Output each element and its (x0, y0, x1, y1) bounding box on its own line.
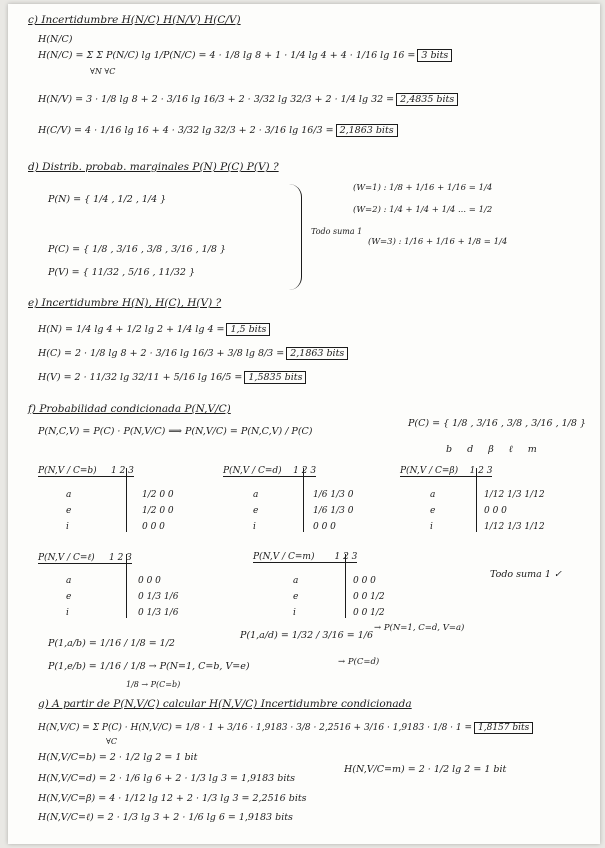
row-values: 1/2 0 0 (142, 490, 174, 500)
result-box: 3 bits (417, 49, 452, 62)
row-values: 0 0 1/2 (353, 608, 385, 618)
example-line: 1/8 → P(C=b) (126, 680, 181, 689)
table-header: P(N,V / C=d) 1 2 3 (223, 466, 317, 476)
row-values: 0 0 1/2 (353, 592, 385, 602)
row-label: e (253, 506, 259, 516)
marginal-pc: P(C) = { 1/8 , 3/16 , 3/8 , 3/16 , 1/8 } (48, 244, 226, 255)
table-divider (476, 468, 477, 532)
w-sum-line: (W=1) : 1/8 + 1/16 + 1/16 = 1/4 (353, 183, 493, 193)
example-line: P(1,e/b) = 1/16 / 1/8 → P(N=1, C=b, V=e) (48, 661, 250, 672)
result-box: 2,1863 bits (286, 347, 348, 360)
row-values: 0 0 0 (313, 522, 336, 532)
sum-check-note: Todo suma 1 ✓ (490, 569, 562, 580)
cond-table (400, 466, 570, 536)
row-values: 1/12 1/3 1/12 (484, 490, 545, 500)
cond-entropy-line: H(N,V/C=b) = 2 · 1/2 lg 2 = 1 bit (38, 752, 198, 763)
result-box: 2,4835 bits (396, 93, 458, 106)
table-header: P(N,V / C=β) 1 2 3 (400, 466, 493, 476)
section-d-heading: d) Distrib. probab. marginales P(N) P(C) P(V) ? (28, 161, 279, 173)
row-label: a (293, 576, 299, 586)
example-line: P(1,a/b) = 1/16 / 1/8 = 1/2 (48, 638, 175, 649)
row-label: i (293, 608, 296, 618)
sum-subscript: ∀C (106, 737, 117, 746)
row-label: i (66, 608, 69, 618)
section-f-heading: f) Probabilidad condicionada P(N,V/C) (28, 403, 231, 415)
sum-note: Todo suma 1 (311, 227, 363, 236)
entropy-line: H(N) = 1/4 lg 4 + 1/2 lg 2 + 1/4 lg 4 = 1,5 bits (38, 324, 270, 336)
row-values: 1/6 1/3 0 (313, 506, 354, 516)
row-label: e (430, 506, 436, 516)
row-label: a (66, 576, 72, 586)
cond-table (38, 552, 208, 622)
row-values: 0 0 0 (484, 506, 507, 516)
section-c-line: H(N/C) = Σ Σ P(N/C) lg 1/P(N/C) = 4 · 1/8 lg 8 + 1 · 1/4 lg 4 + 4 · 1/16 lg 16 = 3 bits (38, 50, 452, 62)
section-c-heading: c) Incertidumbre H(N/C) H(N/V) H(C/V) (28, 14, 241, 26)
row-label: a (253, 490, 259, 500)
row-label: i (253, 522, 256, 532)
row-values: 0 1/3 1/6 (138, 592, 179, 602)
notebook-page (8, 4, 600, 844)
row-values: 0 0 0 (353, 576, 376, 586)
row-label: e (293, 592, 299, 602)
result-box: 1,8157 bits (474, 722, 533, 734)
row-label: i (66, 522, 69, 532)
cond-table (223, 466, 383, 536)
example-line: P(1,a/d) = 1/32 / 3/16 = 1/6 (240, 630, 374, 641)
section-g-heading: g) A partir de P(N,V/C) calcular H(N,V/C) Incertidumbre condicionada (38, 698, 412, 710)
w-sum-line: (W=3) : 1/16 + 1/16 + 1/8 = 1/4 (368, 237, 508, 247)
table-divider (126, 554, 127, 618)
section-c-line: ∀N ∀C (90, 67, 116, 76)
marginal-pn: P(N) = { 1/4 , 1/2 , 1/4 } (48, 194, 167, 205)
result-box: 1,5 bits (226, 323, 270, 336)
cond-table (38, 466, 198, 536)
cond-entropy-line: H(N,V/C=ℓ) = 2 · 1/3 lg 3 + 2 · 1/6 lg 6 = 1,9183 bits (38, 812, 293, 823)
row-label: e (66, 506, 72, 516)
table-header: P(N,V / C=m) 1 2 3 (253, 552, 358, 562)
table-divider (303, 468, 304, 532)
section-c-line: H(N/V) = 3 · 1/8 lg 8 + 2 · 3/16 lg 16/3 + 2 · 3/32 lg 32/3 + 2 · 1/4 lg 32 = 2,4835 bits (38, 94, 458, 106)
section-c-line: H(N/C) (38, 34, 73, 45)
section-c-line: H(C/V) = 4 · 1/16 lg 16 + 4 · 3/32 lg 32/3 + 2 · 3/16 lg 16/3 = 2,1863 bits (38, 125, 398, 137)
row-label: i (430, 522, 433, 532)
w-sum-line: (W=2) : 1/4 + 1/4 + 1/4 ... = 1/2 (353, 205, 493, 215)
result-box: 1,5835 bits (244, 371, 306, 384)
table-divider (345, 554, 346, 618)
row-label: a (66, 490, 72, 500)
pc-letters: b d β ℓ m (446, 444, 543, 455)
entropy-line: H(C) = 2 · 1/8 lg 8 + 2 · 3/16 lg 16/3 + 3/8 lg 8/3 = 2,1863 bits (38, 348, 348, 360)
section-e-heading: e) Incertidumbre H(N), H(C), H(V) ? (28, 297, 222, 309)
row-label: e (66, 592, 72, 602)
row-values: 0 1/3 1/6 (138, 608, 179, 618)
curly-brace (289, 184, 302, 290)
pc-vector: P(C) = { 1/8 , 3/16 , 3/8 , 3/16 , 1/8 } (408, 418, 586, 429)
conditional-formula: P(N,C,V) = P(C) · P(N,V/C) ⟹ P(N,V/C) = P(N,C,V) / P(C) (38, 426, 313, 437)
row-label: a (430, 490, 436, 500)
row-values: 1/2 0 0 (142, 506, 174, 516)
example-line: → P(N=1, C=d, V=a) (374, 623, 465, 633)
cond-entropy-line: H(N,V/C=m) = 2 · 1/2 lg 2 = 1 bit (344, 764, 507, 775)
table-header: P(N,V / C=ℓ) 1 2 3 (38, 553, 132, 563)
table-divider (126, 468, 127, 532)
cond-entropy-line: H(N,V/C=d) = 2 · 1/6 lg 6 + 2 · 1/3 lg 3 = 1,9183 bits (38, 773, 296, 784)
row-values: 0 0 0 (142, 522, 165, 532)
cond-entropy-line: H(N,V/C=β) = 4 · 1/12 lg 12 + 2 · 1/3 lg 3 = 2,2516 bits (38, 793, 307, 804)
example-line: → P(C=d) (338, 657, 380, 667)
row-values: 1/6 1/3 0 (313, 490, 354, 500)
table-header: P(N,V / C=b) 1 2 3 (38, 466, 134, 476)
marginal-pv: P(V) = { 11/32 , 5/16 , 11/32 } (48, 267, 195, 278)
cond-table (253, 552, 423, 622)
cond-entropy-formula: H(N,V/C) = Σ P(C) · H(N,V/C) = 1/8 · 1 + 3/16 · 1,9183 · 3/8 · 2,2516 + 3/16 · 1,9183 · 1/8 · 1 = 1,8157 bits (38, 722, 533, 734)
result-box: 2,1863 bits (336, 124, 398, 137)
row-values: 0 0 0 (138, 576, 161, 586)
row-values: 1/12 1/3 1/12 (484, 522, 545, 532)
entropy-line: H(V) = 2 · 11/32 lg 32/11 + 5/16 lg 16/5 = 1,5835 bits (38, 372, 306, 384)
